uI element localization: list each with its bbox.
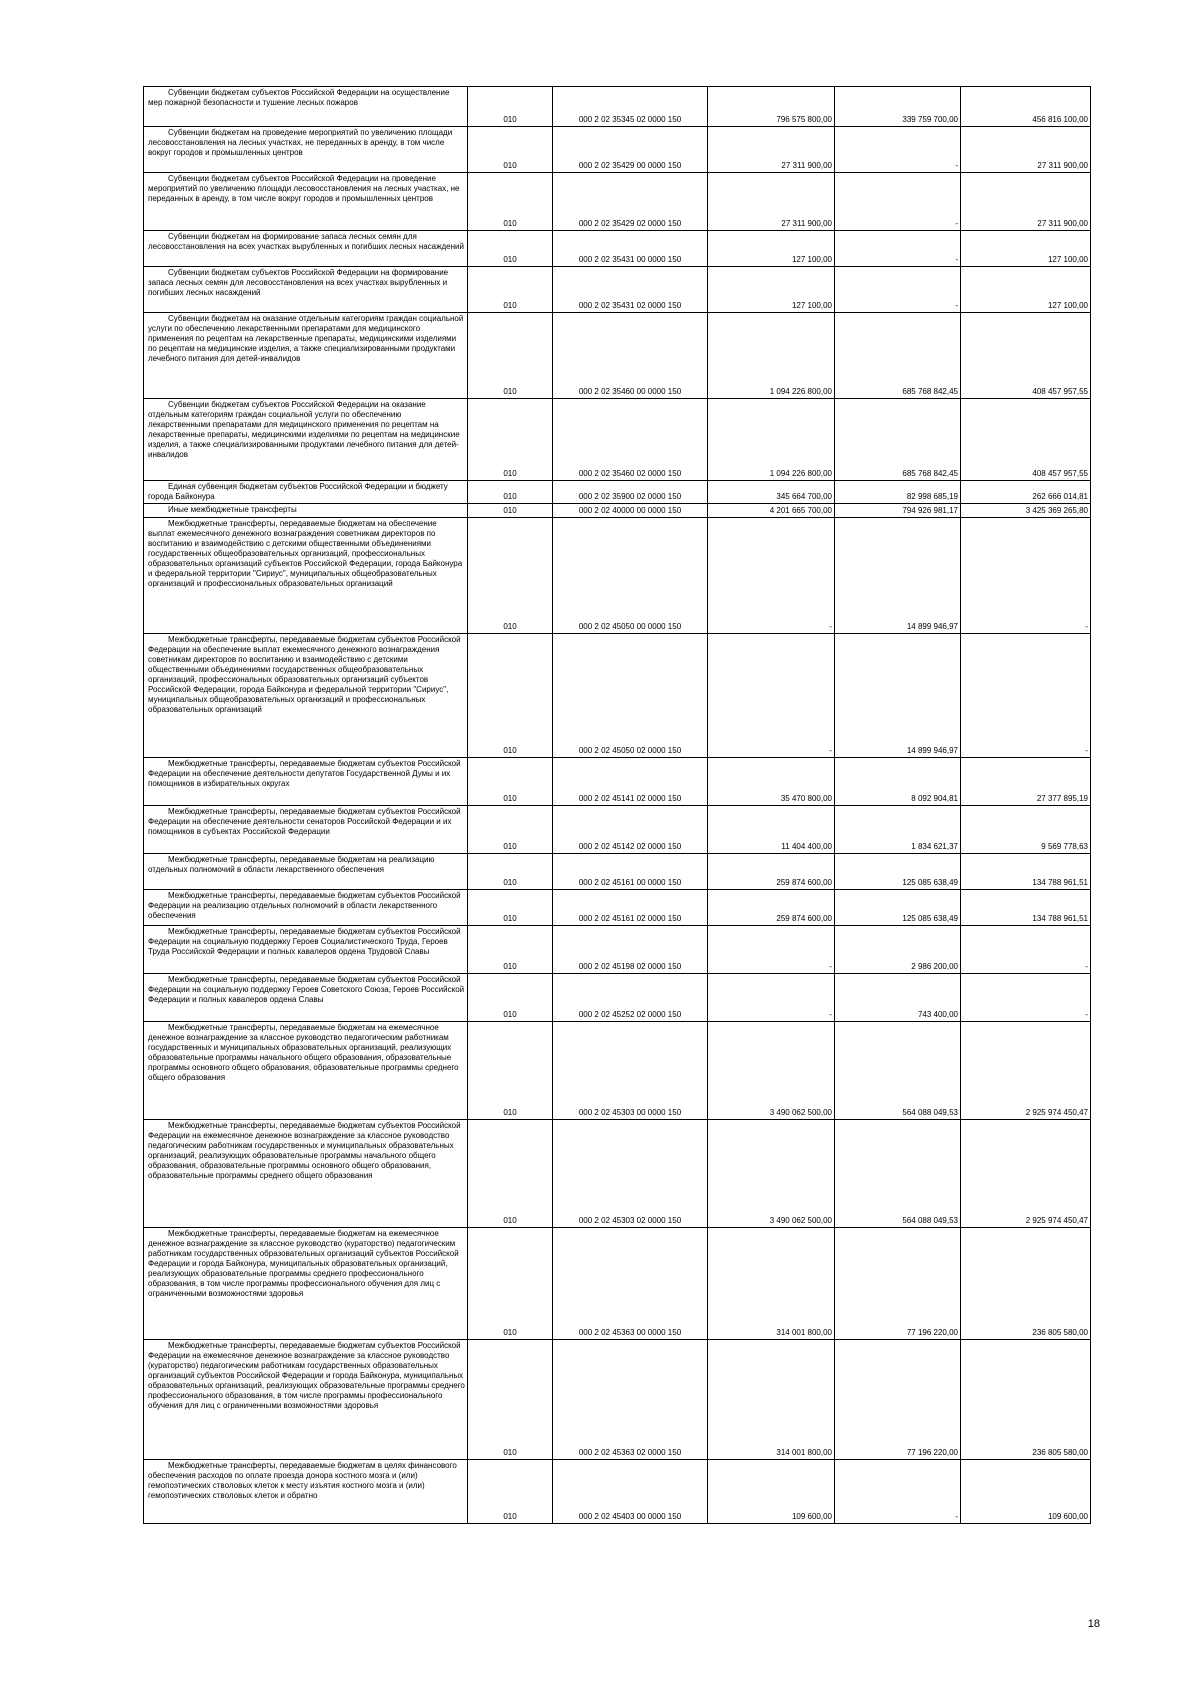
row-budget-code-cell: 000 2 02 45050 02 0000 150 xyxy=(553,634,708,758)
row-line-code-cell: 010 xyxy=(468,504,553,518)
row-budget-code-cell: 000 2 02 45161 02 0000 150 xyxy=(553,890,708,926)
row-line-code-cell: 010 xyxy=(468,267,553,313)
table-row xyxy=(144,1022,1091,1120)
row-remaining-amount-cell: - xyxy=(961,926,1091,974)
table-row xyxy=(144,87,1091,127)
row-approved-amount-cell: 314 001 800,00 xyxy=(708,1340,835,1460)
row-approved-amount-cell: 345 664 700,00 xyxy=(708,481,835,504)
row-name-text: Субвенции бюджетам на проведение мероприятий по увеличению площади лесовосстановления на лесных участках, не переданных в аренду, в том числе вокруг городов и промышленных центров xyxy=(148,128,453,157)
row-name-text: Межбюджетные трансферты, передаваемые бюджетам субъектов Российской Федерации на реализацию отдельных полномочий в области лекарственного обеспечения xyxy=(148,891,461,920)
row-line-code-cell: 010 xyxy=(468,231,553,267)
row-executed-amount-cell: 8 092 904,81 xyxy=(835,758,961,806)
table-row xyxy=(144,634,1091,758)
row-budget-code-cell: 000 2 02 45363 00 0000 150 xyxy=(553,1228,708,1340)
row-name-text: Межбюджетные трансферты, передаваемые бюджетам на реализацию отдельных полномочий в области лекарственного обеспечения xyxy=(148,855,435,874)
table-row xyxy=(144,854,1091,890)
row-name-text: Субвенции бюджетам субъектов Российской Федерации на оказание отдельным категориям граждан социальной услуги по обеспечению лекарственными препаратами для медицинского применения по рецептам на лекарственные препараты, медицинскими изделиями по рецептам на медицинские изделия, а также специализированными продуктами лечебного питания для детей-инвалидов xyxy=(148,400,460,459)
row-remaining-amount-cell: 134 788 961,51 xyxy=(961,890,1091,926)
row-line-code-cell: 010 xyxy=(468,1228,553,1340)
row-remaining-amount-cell: - xyxy=(961,634,1091,758)
row-remaining-amount-cell: 2 925 974 450,47 xyxy=(961,1022,1091,1120)
row-remaining-amount-cell: 9 569 778,63 xyxy=(961,806,1091,854)
row-budget-code-cell: 000 2 02 35900 02 0000 150 xyxy=(553,481,708,504)
row-approved-amount-cell: - xyxy=(708,926,835,974)
row-name-cell xyxy=(144,1228,468,1340)
row-executed-amount-cell: 794 926 981,17 xyxy=(835,504,961,518)
row-budget-code-cell: 000 2 02 45161 00 0000 150 xyxy=(553,854,708,890)
row-line-code-cell: 010 xyxy=(468,518,553,634)
row-approved-amount-cell: 3 490 062 500,00 xyxy=(708,1120,835,1228)
row-line-code-cell: 010 xyxy=(468,974,553,1022)
table-row xyxy=(144,504,1091,518)
row-name-text: Межбюджетные трансферты, передаваемые бюджетам субъектов Российской Федерации на обеспечение деятельности депутатов Государственной Думы и их помощников в избирательных округах xyxy=(148,759,461,788)
row-budget-code-cell: 000 2 02 45141 02 0000 150 xyxy=(553,758,708,806)
row-name-cell xyxy=(144,926,468,974)
row-budget-code-cell: 000 2 02 35429 00 0000 150 xyxy=(553,127,708,173)
row-line-code-cell: 010 xyxy=(468,313,553,399)
row-name-text: Субвенции бюджетам субъектов Российской Федерации на проведение мероприятий по увеличению площади лесовосстановления на лесных участках, не переданных в аренду, в том числе вокруг городов и промышленных центров xyxy=(148,174,460,203)
row-approved-amount-cell: - xyxy=(708,974,835,1022)
table-row xyxy=(144,313,1091,399)
row-executed-amount-cell: 77 196 220,00 xyxy=(835,1340,961,1460)
row-executed-amount-cell: - xyxy=(835,127,961,173)
row-budget-code-cell: 000 2 02 45303 02 0000 150 xyxy=(553,1120,708,1228)
row-name-cell xyxy=(144,87,468,127)
row-approved-amount-cell: 1 094 226 800,00 xyxy=(708,399,835,481)
row-approved-amount-cell: - xyxy=(708,518,835,634)
table-row xyxy=(144,890,1091,926)
table-row xyxy=(144,1340,1091,1460)
table-row xyxy=(144,1460,1091,1524)
row-budget-code-cell: 000 2 02 45198 02 0000 150 xyxy=(553,926,708,974)
row-executed-amount-cell: 743 400,00 xyxy=(835,974,961,1022)
row-budget-code-cell: 000 2 02 35429 02 0000 150 xyxy=(553,173,708,231)
row-name-cell xyxy=(144,634,468,758)
row-name-text: Межбюджетные трансферты, передаваемые бюджетам субъектов Российской Федерации на социальную поддержку Героев Социалистического Труда, Героев Труда Российской Федерации и полных кавалеров ордена Трудовой Славы xyxy=(148,927,461,956)
row-line-code-cell: 010 xyxy=(468,890,553,926)
row-name-text: Субвенции бюджетам субъектов Российской Федерации на формирование запаса лесных семян для лесовосстановления на всех участках вырубленных и погибших лесных насаждений xyxy=(148,268,449,297)
table-row xyxy=(144,1228,1091,1340)
row-line-code-cell: 010 xyxy=(468,173,553,231)
row-remaining-amount-cell: 456 816 100,00 xyxy=(961,87,1091,127)
row-line-code-cell: 010 xyxy=(468,1340,553,1460)
table-row xyxy=(144,481,1091,504)
row-name-cell xyxy=(144,758,468,806)
row-name-cell xyxy=(144,1340,468,1460)
row-budget-code-cell: 000 2 02 35345 02 0000 150 xyxy=(553,87,708,127)
row-budget-code-cell: 000 2 02 45050 00 0000 150 xyxy=(553,518,708,634)
row-remaining-amount-cell: 27 311 900,00 xyxy=(961,127,1091,173)
row-budget-code-cell: 000 2 02 35460 00 0000 150 xyxy=(553,313,708,399)
row-line-code-cell: 010 xyxy=(468,87,553,127)
row-remaining-amount-cell: 127 100,00 xyxy=(961,267,1091,313)
table-row xyxy=(144,974,1091,1022)
row-name-cell xyxy=(144,890,468,926)
table-row xyxy=(144,806,1091,854)
row-name-text: Межбюджетные трансферты, передаваемые бюджетам на обеспечение выплат ежемесячного денежного вознаграждения советникам директоров по воспитанию и взаимодействию с детскими общественными объединениями государственных общеобразовательных организаций, профессиональных образовательных организаций субъектов Российской Федерации, города Байконура и федеральной территории "Сириус", муниципальных общеобразовательных организаций и профессиональных образовательных организаций xyxy=(148,519,463,588)
row-name-cell xyxy=(144,231,468,267)
row-approved-amount-cell: 35 470 800,00 xyxy=(708,758,835,806)
row-budget-code-cell: 000 2 02 40000 00 0000 150 xyxy=(553,504,708,518)
table-row xyxy=(144,231,1091,267)
row-executed-amount-cell: 564 088 049,53 xyxy=(835,1120,961,1228)
row-approved-amount-cell: 3 490 062 500,00 xyxy=(708,1022,835,1120)
row-budget-code-cell: 000 2 02 45303 00 0000 150 xyxy=(553,1022,708,1120)
row-remaining-amount-cell: 127 100,00 xyxy=(961,231,1091,267)
row-remaining-amount-cell: 408 457 957,55 xyxy=(961,313,1091,399)
table-row xyxy=(144,267,1091,313)
row-executed-amount-cell: - xyxy=(835,267,961,313)
row-line-code-cell: 010 xyxy=(468,806,553,854)
table-row xyxy=(144,758,1091,806)
table-row xyxy=(144,173,1091,231)
row-executed-amount-cell: 14 899 946,97 xyxy=(835,634,961,758)
row-name-cell xyxy=(144,267,468,313)
row-approved-amount-cell: 4 201 665 700,00 xyxy=(708,504,835,518)
row-line-code-cell: 010 xyxy=(468,481,553,504)
row-executed-amount-cell: 2 986 200,00 xyxy=(835,926,961,974)
row-name-text: Межбюджетные трансферты, передаваемые бюджетам субъектов Российской Федерации на обеспечение деятельности сенаторов Российской Федерации и их помощников в субъектах Российской Федерации xyxy=(148,807,461,836)
row-approved-amount-cell: - xyxy=(708,634,835,758)
row-executed-amount-cell: - xyxy=(835,173,961,231)
row-name-cell xyxy=(144,504,468,518)
row-line-code-cell: 010 xyxy=(468,634,553,758)
row-executed-amount-cell: 125 085 638,49 xyxy=(835,854,961,890)
row-approved-amount-cell: 127 100,00 xyxy=(708,231,835,267)
row-name-text: Межбюджетные трансферты, передаваемые бюджетам субъектов Российской Федерации на обеспечение выплат ежемесячного денежного вознаграждения советникам директоров по воспитанию и взаимодействию с детскими общественными объединениями государственных общеобразовательных организаций, профессиональных образовательных организаций субъектов Российской Федерации, города Байконура и федеральной территории "Сириус", муниципальных общеобразовательных организаций и профессиональных образовательных организаций xyxy=(148,635,461,714)
row-line-code-cell: 010 xyxy=(468,854,553,890)
row-name-cell xyxy=(144,1022,468,1120)
row-executed-amount-cell: 339 759 700,00 xyxy=(835,87,961,127)
row-name-cell xyxy=(144,313,468,399)
budget-revenue-table xyxy=(143,86,1091,1524)
row-name-text: Межбюджетные трансферты, передаваемые бюджетам на ежемесячное денежное вознаграждение за классное руководство педагогическим работникам государственных и муниципальных образовательных организаций, реализующих образовательные программы начального общего образования, образовательные программы основного общего образования, образовательные программы среднего общего образования xyxy=(148,1023,459,1082)
row-remaining-amount-cell: - xyxy=(961,974,1091,1022)
row-remaining-amount-cell: 262 666 014,81 xyxy=(961,481,1091,504)
table-row xyxy=(144,127,1091,173)
row-executed-amount-cell: 564 088 049,53 xyxy=(835,1022,961,1120)
row-budget-code-cell: 000 2 02 45142 02 0000 150 xyxy=(553,806,708,854)
row-approved-amount-cell: 259 874 600,00 xyxy=(708,854,835,890)
row-line-code-cell: 010 xyxy=(468,758,553,806)
row-executed-amount-cell: 1 834 621,37 xyxy=(835,806,961,854)
row-approved-amount-cell: 1 094 226 800,00 xyxy=(708,313,835,399)
row-approved-amount-cell: 11 404 400,00 xyxy=(708,806,835,854)
row-line-code-cell: 010 xyxy=(468,399,553,481)
row-name-text: Межбюджетные трансферты, передаваемые бюджетам в целях финансового обеспечения расходов по оплате проезда донора костного мозга и (или) гемопоэтических стволовых клеток к месту изъятия костного мозга и (или) гемопоэтических стволовых клеток и обратно xyxy=(148,1461,457,1500)
row-name-text: Межбюджетные трансферты, передаваемые бюджетам на ежемесячное денежное вознаграждение за классное руководство (кураторство) педагогическим работникам государственных образовательных организаций субъектов Российской Федерации и города Байконура, муниципальных образовательных организаций, реализующих образовательные программы среднего профессионального образования, в том числе программы профессионального обучения для лиц с ограниченными возможностями здоровья xyxy=(148,1229,459,1298)
row-line-code-cell: 010 xyxy=(468,1460,553,1524)
table-row xyxy=(144,518,1091,634)
row-remaining-amount-cell: 27 377 895,19 xyxy=(961,758,1091,806)
row-budget-code-cell: 000 2 02 35431 00 0000 150 xyxy=(553,231,708,267)
row-approved-amount-cell: 314 001 800,00 xyxy=(708,1228,835,1340)
row-remaining-amount-cell: - xyxy=(961,518,1091,634)
row-line-code-cell: 010 xyxy=(468,127,553,173)
row-line-code-cell: 010 xyxy=(468,926,553,974)
row-name-cell xyxy=(144,481,468,504)
row-executed-amount-cell: 14 899 946,97 xyxy=(835,518,961,634)
row-remaining-amount-cell: 134 788 961,51 xyxy=(961,854,1091,890)
row-executed-amount-cell: - xyxy=(835,1460,961,1524)
row-name-cell xyxy=(144,399,468,481)
row-line-code-cell: 010 xyxy=(468,1120,553,1228)
row-approved-amount-cell: 109 600,00 xyxy=(708,1460,835,1524)
row-executed-amount-cell: 685 768 842,45 xyxy=(835,399,961,481)
row-name-cell xyxy=(144,1460,468,1524)
row-budget-code-cell: 000 2 02 35431 02 0000 150 xyxy=(553,267,708,313)
table-body xyxy=(144,87,1091,1524)
row-executed-amount-cell: 685 768 842,45 xyxy=(835,313,961,399)
row-remaining-amount-cell: 408 457 957,55 xyxy=(961,399,1091,481)
row-remaining-amount-cell: 2 925 974 450,47 xyxy=(961,1120,1091,1228)
row-approved-amount-cell: 796 575 800,00 xyxy=(708,87,835,127)
row-name-cell xyxy=(144,127,468,173)
page-number: 18 xyxy=(1087,1618,1100,1630)
row-budget-code-cell: 000 2 02 45252 02 0000 150 xyxy=(553,974,708,1022)
row-remaining-amount-cell: 27 311 900,00 xyxy=(961,173,1091,231)
row-approved-amount-cell: 27 311 900,00 xyxy=(708,127,835,173)
row-approved-amount-cell: 127 100,00 xyxy=(708,267,835,313)
row-name-text: Иные межбюджетные трансферты xyxy=(168,505,297,514)
row-budget-code-cell: 000 2 02 45403 00 0000 150 xyxy=(553,1460,708,1524)
table-row xyxy=(144,1120,1091,1228)
row-executed-amount-cell: 77 196 220,00 xyxy=(835,1228,961,1340)
row-approved-amount-cell: 27 311 900,00 xyxy=(708,173,835,231)
row-name-cell xyxy=(144,173,468,231)
row-name-cell xyxy=(144,806,468,854)
row-name-cell xyxy=(144,974,468,1022)
row-name-cell xyxy=(144,1120,468,1228)
row-name-text: Субвенции бюджетам субъектов Российской Федерации на осуществление мер пожарной безопасности и тушение лесных пожаров xyxy=(148,88,450,107)
row-approved-amount-cell: 259 874 600,00 xyxy=(708,890,835,926)
row-name-text: Межбюджетные трансферты, передаваемые бюджетам субъектов Российской Федерации на ежемесячное денежное вознаграждение за классное руководство (кураторство) педагогическим работникам государственных образовательных организаций субъектов Российской Федерации и города Байконура, муниципальных образовательных организаций, реализующих образовательные программы среднего профессионального образования, в том числе программы профессионального обучения для лиц с ограниченными возможностями здоровья xyxy=(148,1341,465,1410)
row-executed-amount-cell: - xyxy=(835,231,961,267)
table-row xyxy=(144,399,1091,481)
row-remaining-amount-cell: 236 805 580,00 xyxy=(961,1340,1091,1460)
table-row xyxy=(144,926,1091,974)
row-name-text: Субвенции бюджетам на формирование запаса лесных семян для лесовосстановления на всех участках вырубленных и погибших лесных насаждений xyxy=(148,232,464,251)
row-remaining-amount-cell: 236 805 580,00 xyxy=(961,1228,1091,1340)
row-executed-amount-cell: 125 085 638,49 xyxy=(835,890,961,926)
row-name-text: Субвенции бюджетам на оказание отдельным категориям граждан социальной услуги по обеспечению лекарственными препаратами для медицинского применения по рецептам на лекарственные препараты, медицинскими изделиями по рецептам на медицинские изделия, а также специализированными продуктами лечебного питания для детей-инвалидов xyxy=(148,314,464,363)
row-remaining-amount-cell: 3 425 369 265,80 xyxy=(961,504,1091,518)
row-remaining-amount-cell: 109 600,00 xyxy=(961,1460,1091,1524)
row-budget-code-cell: 000 2 02 45363 02 0000 150 xyxy=(553,1340,708,1460)
row-name-cell xyxy=(144,854,468,890)
row-executed-amount-cell: 82 998 685,19 xyxy=(835,481,961,504)
row-name-cell xyxy=(144,518,468,634)
row-name-text: Межбюджетные трансферты, передаваемые бюджетам субъектов Российской Федерации на ежемесячное денежное вознаграждение за классное руководство педагогическим работникам государственных и муниципальных образовательных организаций, реализующих образовательные программы начального общего образования, образовательные программы основного общего образования, образовательные программы среднего общего образования xyxy=(148,1121,461,1180)
row-budget-code-cell: 000 2 02 35460 02 0000 150 xyxy=(553,399,708,481)
row-line-code-cell: 010 xyxy=(468,1022,553,1120)
row-name-text: Единая субвенция бюджетам субъектов Российской Федерации и бюджету города Байконура xyxy=(148,482,448,501)
row-name-text: Межбюджетные трансферты, передаваемые бюджетам субъектов Российской Федерации на социальную поддержку Героев Советского Союза, Героев Российской Федерации и полных кавалеров ордена Славы xyxy=(148,975,465,1004)
